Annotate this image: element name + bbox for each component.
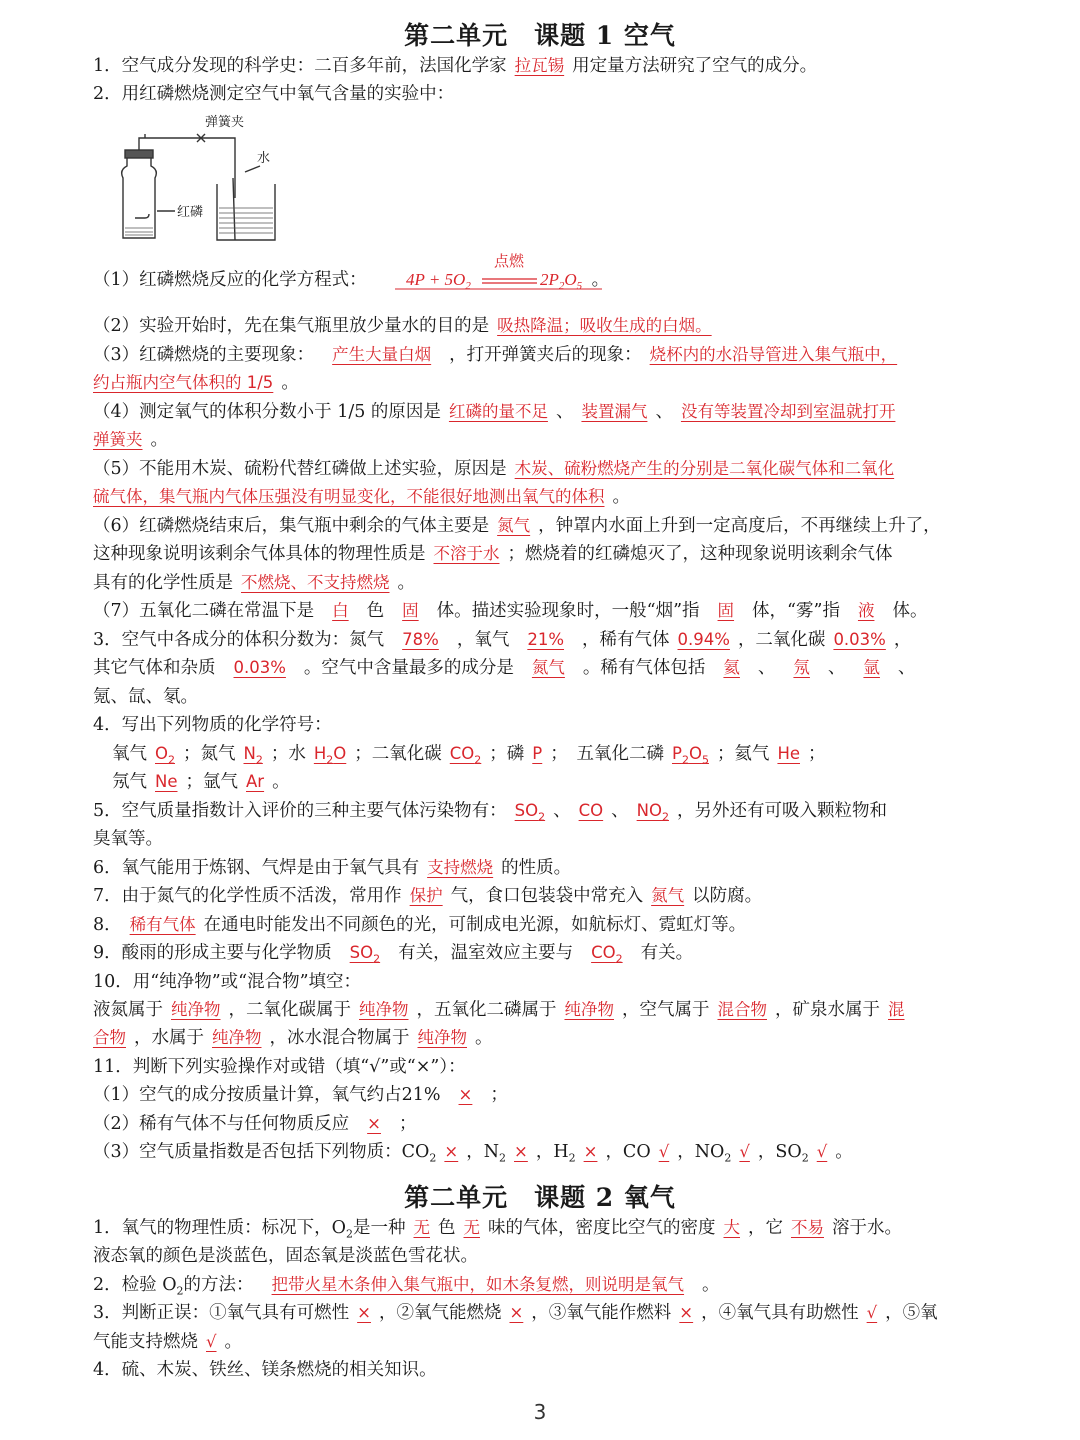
q2-line: 2．用红磷燃烧测定空气中氧气含量的实验中：: [93, 84, 455, 104]
p2-line: 2．检验 $O_2$的方法： 把带火星木条伸入集气瓶中，如木条复燃，则说明是氧气 。: [93, 1275, 720, 1298]
q9-line: 9．酸雨的形成主要与化学物质 $SO_2$ 有关，温室效应主要与 $CO_2$ 有关。: [93, 943, 694, 966]
s3-line-1: （3）红磷燃烧的主要现象： 产生大量白烟 ，打开弹簧夹后的现象： 烧杯内的水沿导管进入集气瓶中，: [93, 345, 898, 365]
p3-line-1: 3．判断正误：①氧气具有可燃性 × ，②氧气能燃烧 × ，③氧气能作燃料 × ，④氧气具有助燃性 √ ，⑤氧: [93, 1303, 938, 1323]
s5-line-2: 硫气体，集气瓶内气体压强没有明显变化，不能很好地测出氧气的体积 。: [93, 487, 630, 507]
q5-line-2: 臭氧等。: [93, 829, 163, 849]
s6-line-3: 具有的化学性质是 不燃烧、不支持燃烧 。: [93, 573, 415, 593]
s7-line: （7）五氧化二磷在常温下是 白 色 固 体。描述实验现象时，一般“烟”指 固 体，“雾”指 液 体。: [93, 601, 928, 621]
q10-line-1: 液氮属于 纯净物 ，二氧化碳属于 纯净物 ，五氧化二磷属于 纯净物 ，空气属于 混合物 ，矿泉水属于 混: [93, 1000, 905, 1020]
s2-line: （2）实验开始时，先在集气瓶里放少量水的目的是 吸热降温；吸收生成的白烟。: [93, 316, 712, 336]
p3-line-2: 气能支持燃烧 √ 。: [93, 1332, 243, 1352]
q3-line-2: 其它气体和杂质 0.03% 。空气中含量最多的成分是 氮气 。稀有气体包括 氦 、 氖 、 氩 、: [93, 658, 916, 678]
s5-line-1: （5）不能用木炭、硫粉代替红磷做上述实验，原因是 木炭、硫粉燃烧产生的分别是二氧化碳气体和二氧化: [93, 459, 895, 479]
p1-line-1: 1．氧气的物理性质：标况下，$O_2$是一种 无 色 无 味的气体，密度比空气的密度 大 ，它 不易 溶于水。: [93, 1218, 902, 1241]
p1-line-2: 液态氧的颜色是淡蓝色，固态氧是淡蓝色雪花状。: [93, 1246, 478, 1266]
formula-line-2: 氖气 Ne ；氩气 Ar 。: [112, 772, 290, 792]
j1-line: （1）空气的成分按质量计算，氧气约占21% × ；: [93, 1085, 508, 1105]
q8-line: 8． 稀有气体 在通电时能发出不同颜色的光，可制成电光源，如航标灯、霓虹灯等。: [93, 915, 747, 935]
apparatus-diagram: [105, 108, 285, 248]
s4-line-2: 弹簧夹 。: [93, 430, 168, 450]
q1-line: 1．空气成分发现的科学史：二百多年前，法国化学家 拉瓦锡 用定量方法研究了空气的成分。: [93, 56, 818, 76]
s4-line-1: （4）测定氧气的体积分数小于 1/5 的原因是 红磷的量不足 、 装置漏气 、 没有等装置冷却到室温就打开: [93, 402, 896, 422]
formula-line-1: 氧气 $O_2$ ；氮气 $N_2$ ；水 $H_2O$ ；二氧化碳 $CO_2$ ；磷 P ； 五氧化二磷 $P_2O_5$ ；氦气 He ；: [112, 744, 826, 767]
q5-line-1: 5．空气质量指数计入评价的三种主要气体污染物有： $SO_2$ 、 CO 、 $NO_2$ ，另外还有可吸入颗粒物和: [93, 801, 887, 824]
s6-line-2: 这种现象说明该剩余气体具体的物理性质是 不溶于水 ；燃烧着的红磷熄灭了，这种现象说明该剩余气体: [93, 544, 893, 564]
q11-line: 11．判断下列实验操作对或错（填“√”或“×”）：: [93, 1057, 466, 1077]
s3-line-2: 约占瓶内空气体积的 1/5 。: [93, 373, 299, 393]
q7-line: 7．由于氮气的化学性质不活泼，常用作 保护 气，食口包装袋中常充入 氮气 以防腐。: [93, 886, 763, 906]
label-water: 水: [257, 150, 271, 165]
s1-line: （1）红磷燃烧反应的化学方程式： 。: [93, 270, 610, 290]
s6-line-1: （6）红磷燃烧结束后，集气瓶中剩余的气体主要是 氮气 ，钟罩内水面上升到一定高度后，不再继续上升了，: [93, 516, 941, 536]
q3-line-3: 氪、氙、氡。: [93, 687, 198, 707]
q10-line-2: 合物 ，水属于 纯净物 ，冰水混合物属于 纯净物 。: [93, 1028, 493, 1048]
section-title-oxygen: 第二单元 课题 2 氧气: [404, 1183, 676, 1212]
eq-lhs: $4P + 5O_2$: [406, 270, 471, 292]
section-title-air: 第二单元 课题 1 空气: [404, 21, 676, 50]
q10-line: 10．用“纯净物”或“混合物”填空：: [93, 972, 362, 992]
j2-line: （2）稀有气体不与任何物质反应 × ；: [93, 1114, 417, 1134]
eq-rhs: $2P_2O_5$: [540, 270, 583, 292]
label-clip: 弹簧夹: [205, 114, 245, 129]
q6-line: 6．氧气能用于炼钢、气焊是由于氧气具有 支持燃烧 的性质。: [93, 858, 572, 878]
label-phosphorus: 红磷: [177, 204, 204, 219]
chemical-equation: [390, 252, 610, 292]
q3-line-1: 3．空气中各成分的体积分数为：氮气 78% ，氧气 21% ，稀有气体 0.94% ，二氧化碳 0.03% ，: [93, 630, 912, 650]
answer: 拉瓦锡: [514, 56, 565, 75]
j3-line: （3）空气质量指数是否包括下列物质：$CO_2$ × ，$N_2$ × ，$H_2$ × ，CO √ ，$NO_2$ √ ，$SO_2$ √ 。: [93, 1142, 853, 1165]
eq-condition: 点燃: [494, 254, 525, 270]
page-number: 3: [533, 1400, 547, 1424]
p4-line: 4．硫、木炭、铁丝、镁条燃烧的相关知识。: [93, 1360, 437, 1380]
q4-line: 4．写出下列物质的化学符号：: [93, 715, 332, 735]
